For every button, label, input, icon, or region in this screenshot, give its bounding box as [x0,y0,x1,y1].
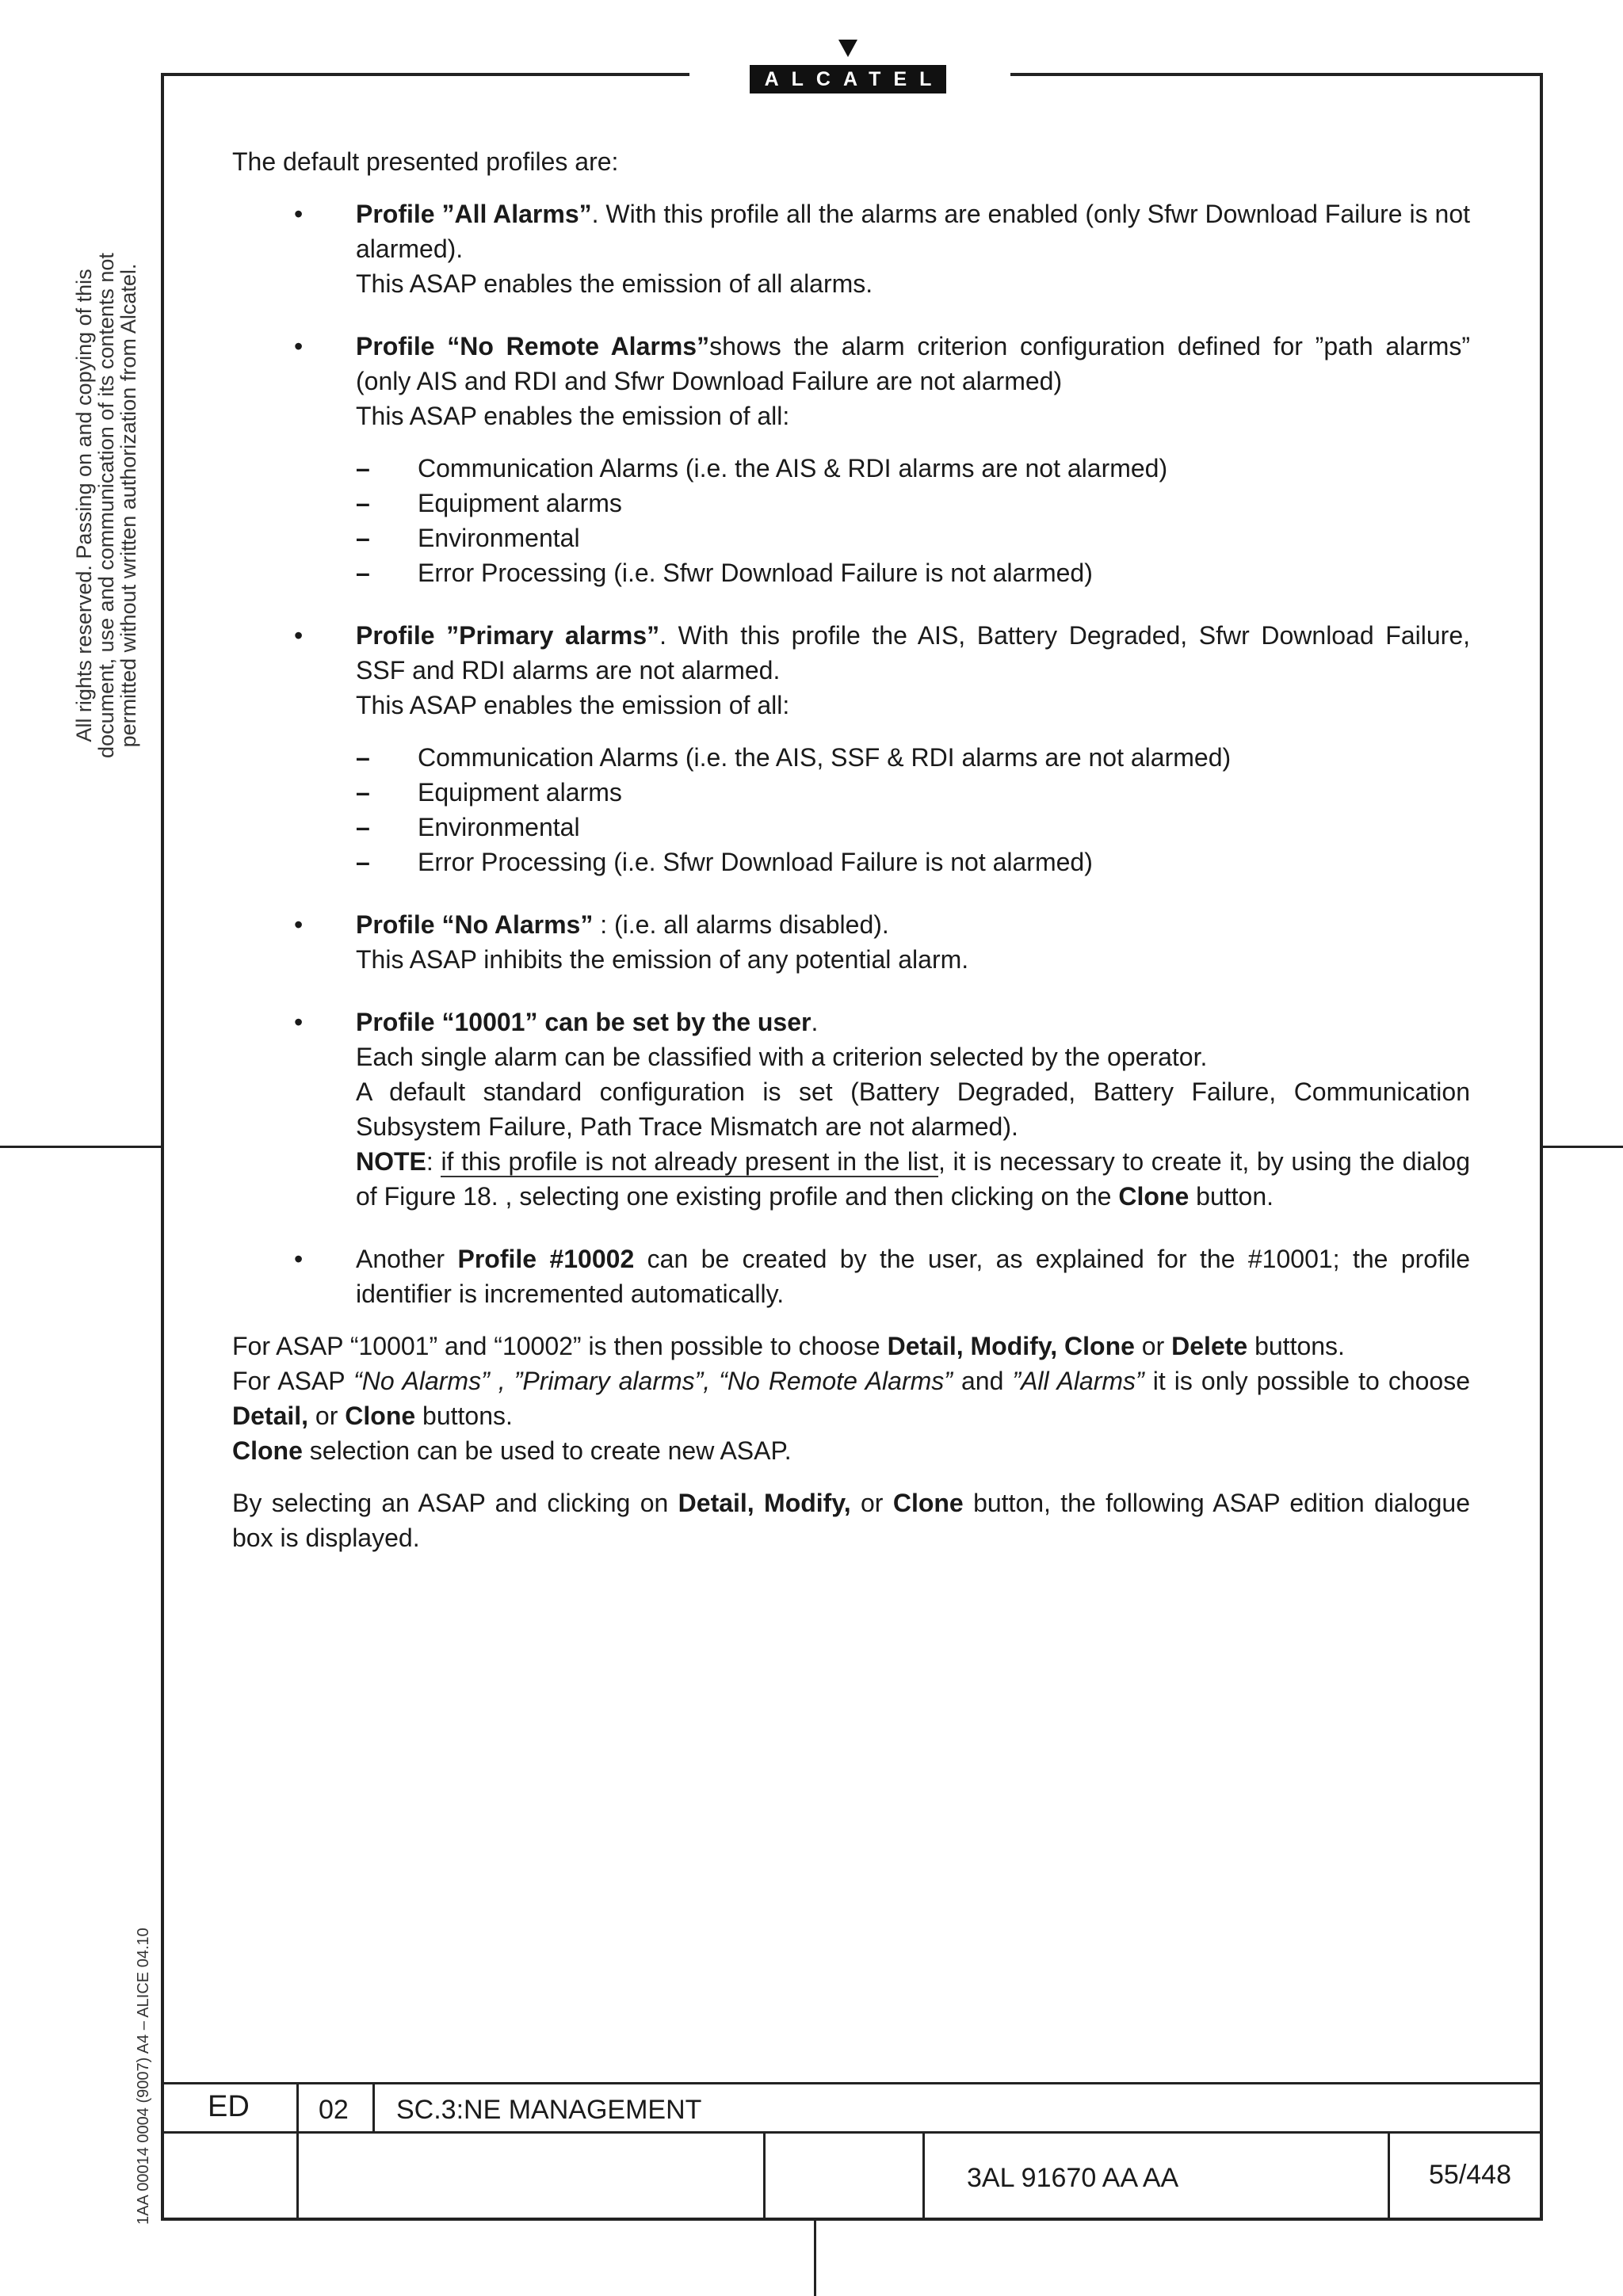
bullet-icon: • [294,332,304,360]
bottom-fold-mark [814,2218,816,2296]
profile-10001: Profile “10001” can be set by the user. [356,1008,819,1036]
clone-para: Clone selection can be used to create new ASAP. [232,1436,792,1465]
list-item: – Error Processing (i.e. Sfwr Download Failure is not alarmed) [356,559,1093,587]
copyright-notice: All rights reserved. Passing on and copying of this document, use and communication of its contents not permitted without written authorization from Alcatel. [72,253,140,758]
bullet-icon: • [294,200,304,228]
logo-triangle-icon [838,40,857,57]
profile-primary-alarms: Profile ”Primary alarms”. With this profile the AIS, Battery Degraded, Sfwr Download Failure, SSF and RDI alarms are not alarmed. [356,621,1471,685]
profile-10002: Another Profile #10002 can be created by the user, as explained for the #10001; the profile identifier is incremented automatically. [356,1245,1471,1308]
page-number: 55/448 [1429,2160,1511,2190]
list-item: – Error Processing (i.e. Sfwr Download Failure is not alarmed) [356,848,1093,876]
bullet-icon: • [294,1245,304,1273]
asap-buttons-para-2: For ASAP “No Alarms” , ”Primary alarms”, “No Remote Alarms” and ”All Alarms” it is only possible to choose Detail, or Clone buttons. [232,1367,1471,1430]
list-item: • Profile ”All Alarms”. With this profile all the alarms are enabled (only Sfwr Download Failure is not alarmed). This ASAP enables the emission of all alarms. [232,196,1470,301]
profile-no-remote-alarms: Profile “No Remote Alarms”shows the alarm criterion configuration defined for ”path alarms” (only AIS and RDI and Sfwr Download Failure are not alarmed) [356,332,1470,395]
footer-divider [296,2082,299,2221]
footer-top-rule [161,2082,1543,2084]
intro-text: The default presented profiles are: [232,147,619,176]
asap-edition-para: By selecting an ASAP and clicking on Detail, Modify, or Clone button, the following ASAP edition dialogue box is displayed. [232,1489,1471,1552]
profile-no-alarms: Profile “No Alarms” : (i.e. all alarms disabled). [356,910,889,939]
bullet-icon: • [294,910,304,939]
list-item: – Communication Alarms (i.e. the AIS & RDI alarms are not alarmed) [356,454,1168,482]
list-item: • Profile ”Primary alarms”. With this profile the AIS, Battery Degraded, Sfwr Download Failure, SSF and RDI alarms are not alarmed. This ASAP enables the emission of all: – Communication Alarms (i.e. the AIS, SSF & RDI alarms are not alarmed) – Equipment alarms – Environmental – Error Processing (i.e. Sfwr Download Failure is not alarmed) [232,618,1470,879]
footer-divider [1388,2131,1390,2221]
alcatel-logo [750,40,946,95]
asap-buttons-para-1: For ASAP “10001” and “10002” is then possible to choose Detail, Modify, Clone or Delete buttons. [232,1332,1345,1360]
left-fold-mark [0,1146,161,1148]
list-item: • Profile “No Alarms” : (i.e. all alarms disabled). This ASAP inhibits the emission of any potential alarm. [232,907,1470,977]
note-paragraph: NOTE: if this profile is not already present in the list, it is necessary to create it, by using the dialog of Figure 18. , selecting one existing profile and then clicking on the Clone button. [356,1147,1471,1211]
bullet-icon: • [294,621,304,650]
alarm-list [356,740,1470,879]
footer-divider [372,2082,375,2134]
logo-text: ALCATEL [750,65,946,93]
list-item: – Environmental [356,813,580,841]
document-body [232,144,1470,1555]
right-fold-mark [1543,1146,1623,1148]
list-item: – Communication Alarms (i.e. the AIS, SSF & RDI alarms are not alarmed) [356,743,1232,772]
section-title: SC.3:NE MANAGEMENT [396,2095,702,2125]
alarm-list [356,451,1470,590]
list-item: • Profile “10001” can be set by the user. Each single alarm can be classified with a criterion selected by the operator. A default standard configuration is set (Battery Degraded, Battery Failure, Communication Subsystem Failure, Path Trace Mismatch are not alarmed). NOTE: if this profile is not already present in the list, it is necessary to create it, by using the dialog of Figure 18. , selecting one existing profile and then clicking on the Clone button. [232,1005,1470,1214]
footer-divider [763,2131,766,2221]
list-item: • Profile “No Remote Alarms”shows the alarm criterion configuration defined for ”path alarms” (only AIS and RDI and Sfwr Download Failure are not alarmed) This ASAP enables the emission of all: – Communication Alarms (i.e. the AIS & RDI alarms are not alarmed) – Equipment alarms – Environmental – Error Processing (i.e. Sfwr Download Failure is not alarmed) [232,329,1470,590]
list-item: – Equipment alarms [356,489,622,517]
footer-divider [922,2131,925,2221]
list-item: – Equipment alarms [356,778,622,807]
edition-value: 02 [319,2095,349,2125]
document-code: 3AL 91670 AA AA [967,2163,1179,2193]
profile-all-alarms: Profile ”All Alarms”. With this profile all the alarms are enabled (only Sfwr Download Failure is not alarmed). [356,200,1471,263]
bullet-icon: • [294,1008,304,1036]
list-item [232,1241,1470,1311]
footer-mid-rule [161,2131,1543,2134]
list-item: – Environmental [356,524,580,552]
edition-label: ED [208,2090,250,2123]
form-code: 1AA 00014 0004 (9007) A4 – ALICE 04.10 [135,1928,152,2225]
